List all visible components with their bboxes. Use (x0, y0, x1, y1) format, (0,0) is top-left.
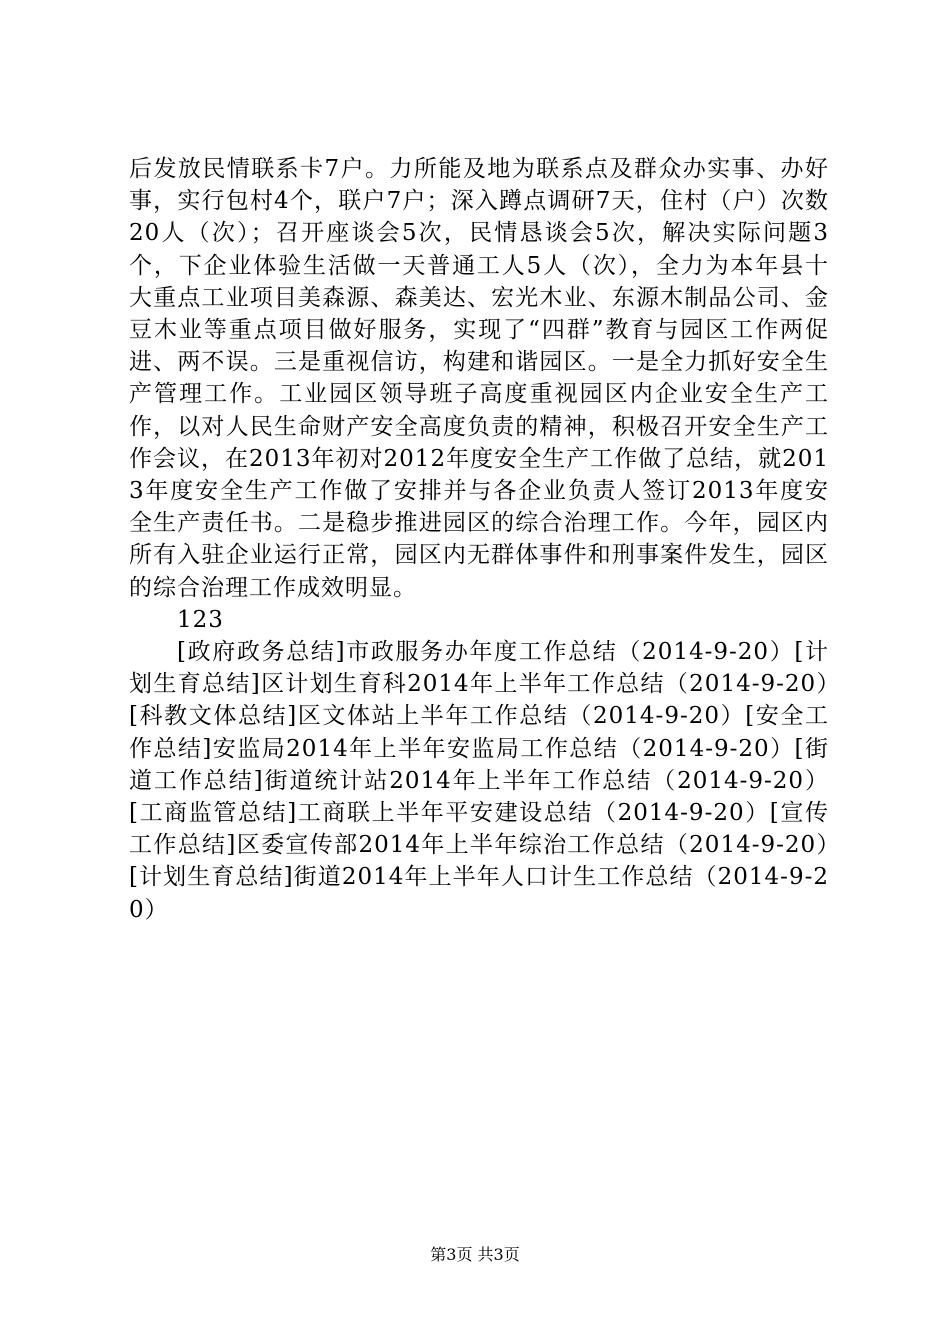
document-body (129, 153, 829, 926)
body-paragraph: 后发放民情联系卡7户。力所能及地为联系点及群众办实事、办好事，实行包村4个，联户7户；深入蹲点调研7天，住村（户）次数20人（次）；召开座谈会5次，民情恳谈会5次，解决实际问题3个，下企业体验生活做一天普通工人5人（次），全力为本年县十大重点工业项目美森源、森美达、宏光木业、东源木制品公司、金豆木业等重点项目做好服务，实现了“四群”教育与园区工作两促进、两不误。三是重视信访，构建和谐园区。一是全力抓好安全生产管理工作。工业园区领导班子高度重视园区内企业安全生产工作，以对人民生命财产安全高度负责的精神，积极召开安全生产工作会议，在2013年初对2012年度安全生产工作做了总结，就2013年度安全生产工作做了安排并与各企业负责人签订2013年度安全生产责任书。二是稳步推进园区的综合治理工作。今年，园区内所有入驻企业运行正常，园区内无群体事件和刑事案件发生，园区的综合治理工作成效明显。 (129, 156, 829, 601)
page-footer: 第3页 共3页 (430, 1245, 520, 1264)
page-number-sequence: 123 (177, 606, 224, 633)
related-articles-list: [政府政务总结]市政服务办年度工作总结（2014-9-20）[计划生育总结]区计划生育科2014年上半年工作总结（2014-9-20）[科教文体总结]区文体站上半年工作总结（2014-9-20）[安全工作总结]安监局2014年上半年安监局工作总结（2014-9-20）[街道工作总结]街道统计站2014年上半年工作总结（2014-9-20）[工商监管总结]工商联上半年平安建设总结（2014-9-20）[宣传工作总结]区委宣传部2014年上半年综治工作总结（2014-9-20）[计划生育总结]街道2014年上半年人口计生工作总结（2014-9-20） (129, 639, 829, 923)
